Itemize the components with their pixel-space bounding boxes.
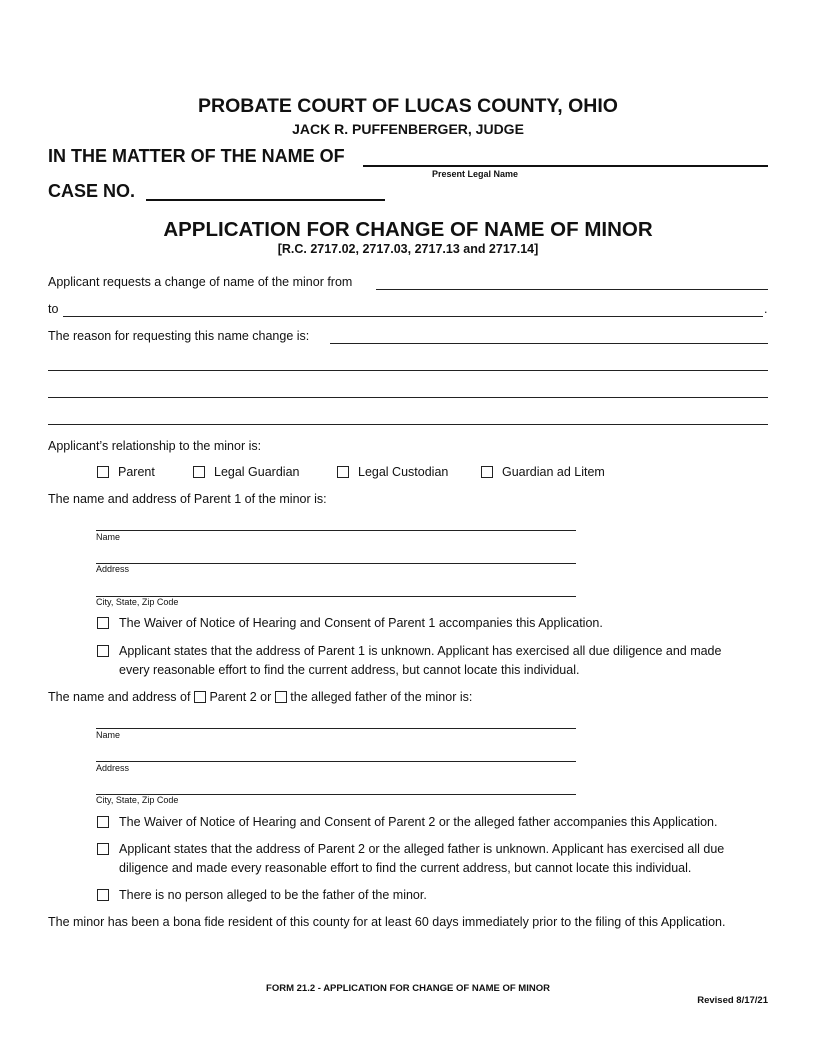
- parent2-heading: [48, 689, 472, 705]
- guardian-ad-litem-checkbox[interactable]: [481, 466, 493, 478]
- parent2-waiver-text: The Waiver of Notice of Hearing and Consent of Parent 2 or the alleged father accompanies this Application.: [119, 815, 718, 829]
- parent1-name-field[interactable]: [96, 530, 576, 531]
- reason-field-line-4[interactable]: [48, 424, 768, 425]
- parent1-heading: The name and address of Parent 1 of the minor is:: [48, 492, 327, 506]
- guardian-ad-litem-option-label: Guardian ad Litem: [502, 465, 605, 479]
- legal-custodian-option-label: Legal Custodian: [358, 465, 449, 479]
- parent2-unknown-text-2: diligence and made every reasonable effort to find the current address, but cannot locate this individual.: [119, 861, 692, 875]
- reason-label: The reason for requesting this name change is:: [48, 329, 310, 343]
- to-label: to: [48, 302, 59, 316]
- parent2-city-caption: City, State, Zip Code: [96, 795, 179, 805]
- parent1-unknown-text-2: every reasonable effort to find the current address, but cannot locate this individual.: [119, 663, 580, 677]
- parent-option-label: Parent: [118, 465, 155, 479]
- parent2-checkbox[interactable]: [194, 691, 206, 703]
- case-no-label: CASE NO.: [48, 181, 136, 201]
- present-legal-name-caption: Present Legal Name: [432, 169, 519, 179]
- parent-checkbox[interactable]: [97, 466, 109, 478]
- reason-field-line-3[interactable]: [48, 397, 768, 398]
- parent1-address-caption: Address: [96, 564, 130, 574]
- relationship-label: Applicant’s relationship to the minor is:: [48, 439, 262, 453]
- parent2-heading-c: the alleged father of the minor is:: [290, 690, 473, 704]
- request-from-label: Applicant requests a change of name of the minor from: [48, 275, 353, 289]
- reason-field-line-2[interactable]: [48, 370, 768, 371]
- footer-revised: Revised 8/17/21: [697, 995, 768, 1006]
- parent2-waiver-checkbox[interactable]: [97, 816, 109, 828]
- alleged-father-checkbox[interactable]: [275, 691, 287, 703]
- legal-guardian-checkbox[interactable]: [193, 466, 205, 478]
- residency-statement: The minor has been a bona fide resident of this county for at least 60 days immediately prior to the filing of this Application.: [48, 915, 726, 929]
- parent2-name-caption: Name: [96, 730, 121, 740]
- parent2-unknown-checkbox[interactable]: [97, 843, 109, 855]
- current-name-field[interactable]: [376, 289, 768, 290]
- parent1-name-caption: Name: [96, 532, 121, 542]
- parent2-name-field[interactable]: [96, 728, 576, 729]
- parent2-heading-b: Parent 2 or: [209, 690, 272, 704]
- parent2-unknown-text-1: Applicant states that the address of Parent 2 or the alleged father is unknown. Applicant has exercised all due: [119, 842, 725, 856]
- parent1-unknown-text-1: Applicant states that the address of Parent 1 is unknown. Applicant has exercised all due diligence and made: [119, 644, 722, 658]
- parent2-address-caption: Address: [96, 763, 130, 773]
- parent1-waiver-checkbox[interactable]: [97, 617, 109, 629]
- no-father-checkbox[interactable]: [97, 889, 109, 901]
- parent2-heading-a: The name and address of: [48, 690, 191, 704]
- parent2-address-field[interactable]: [96, 761, 576, 762]
- period: .: [764, 302, 768, 316]
- legal-custodian-checkbox[interactable]: [337, 466, 349, 478]
- case-no-field[interactable]: [146, 199, 385, 201]
- form-title: APPLICATION FOR CHANGE OF NAME OF MINOR: [163, 218, 653, 241]
- parent1-waiver-text: The Waiver of Notice of Hearing and Consent of Parent 1 accompanies this Application.: [119, 616, 603, 630]
- no-father-text: There is no person alleged to be the father of the minor.: [119, 888, 427, 902]
- reason-field-line-1[interactable]: [330, 343, 768, 344]
- present-legal-name-field[interactable]: [363, 165, 768, 167]
- statutes: [R.C. 2717.02, 2717.03, 2717.13 and 2717.14]: [277, 242, 539, 256]
- matter-label: IN THE MATTER OF THE NAME OF: [48, 146, 345, 166]
- parent1-city-caption: City, State, Zip Code: [96, 597, 179, 607]
- parent1-address-field[interactable]: [96, 563, 576, 564]
- footer-form-id: FORM 21.2 - APPLICATION FOR CHANGE OF NAME OF MINOR: [266, 983, 550, 994]
- judge-name: JACK R. PUFFENBERGER, JUDGE: [292, 121, 524, 137]
- new-name-field[interactable]: [63, 316, 763, 317]
- legal-guardian-option-label: Legal Guardian: [214, 465, 300, 479]
- parent1-unknown-checkbox[interactable]: [97, 645, 109, 657]
- court-name: PROBATE COURT OF LUCAS COUNTY, OHIO: [198, 95, 618, 117]
